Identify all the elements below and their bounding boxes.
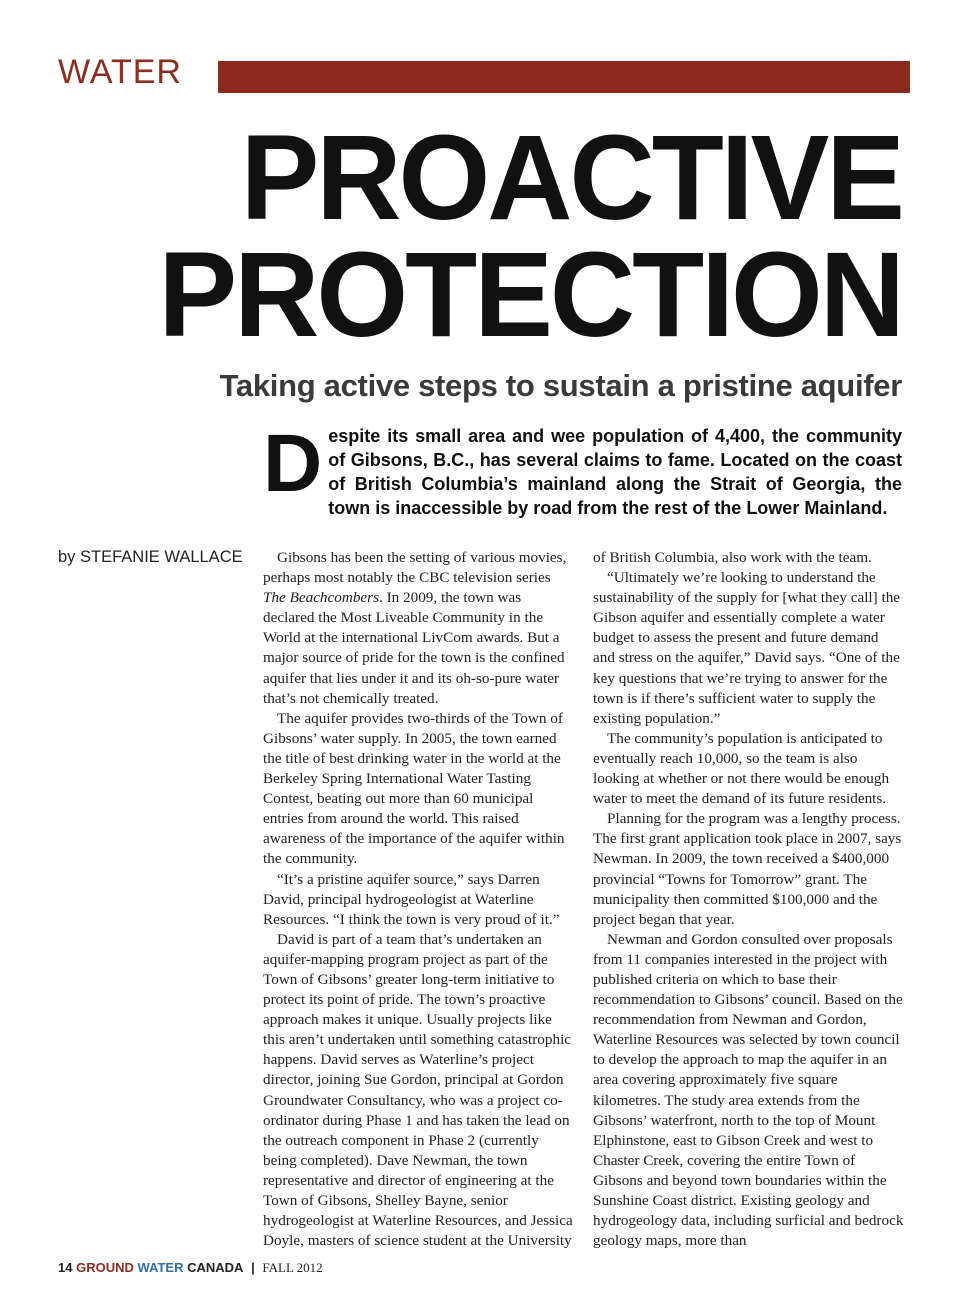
body-paragraph: of British Columbia, also work with the team. [593, 549, 872, 566]
body-paragraph: The community’s population is anticipated to eventually reach 10,000, so the team is also looking at whether or not there would be enough water to meet the demand of its future residents. [593, 729, 890, 808]
magazine-name-water: WATER [137, 1260, 184, 1275]
section-rule-bar [218, 61, 910, 93]
headline-line-2: PROTECTION [158, 227, 902, 363]
body-paragraph [263, 548, 574, 709]
body-column-1 [263, 548, 574, 1251]
drop-cap: D [263, 418, 323, 509]
headline-line-1: PROACTIVE [240, 110, 902, 246]
body-paragraph: David is part of a team that’s undertaken an aquifer-mapping program project as part of the Town of Gibsons’ greater long-term initiative to protect its point of pride. The town’s proactive approach makes it unique. Usually projects like this aren’t undertaken until something catastrophic happens. David serves as Waterline’s project director, joining Sue Gordon, principal at Gordon Groundwater Consultancy, who was a project co-ordinator during Phase 1 and has taken the lead on the outreach component in Phase 2 (currently being completed). Dave Newman, the town representative and director of engineering at the Town of Gibsons, Shelley Bayne, senior hydrogeologist at Waterline Resources, and Jessica Doyle, masters of science student at the University [263, 930, 573, 1250]
body-text: . In 2009, the town was declared the Most Liveable Community in the World at the international LivCom awards. But a major source of pride for the town is the confined aquifer that lies under it and its oh-so-pure water that’s not chemically treated. [263, 589, 565, 707]
magazine-name-ground: GROUND [76, 1260, 134, 1275]
body-paragraph: The aquifer provides two-thirds of the Town of Gibsons’ water supply. In 2005, the town earned the title of best drinking water in the world at the Berkeley Spring International Water Tasting Contest, beating out more than 60 municipal entries from around the world. This raised awareness of the importance of the aquifer within the community. [263, 709, 565, 868]
footer-separator: | [251, 1260, 255, 1275]
body-paragraph: “Ultimately we’re looking to understand the sustainability of the supply for [what they call] the Gibson aquifer and essentially complete a water budget to assess the present and future demand and stress on the aquifer,” David says. “One of the key questions that we’re trying to answer for the town is if there’s sufficient water to supply the existing population.” [593, 569, 901, 727]
page-number: 14 [58, 1260, 73, 1275]
show-title: The Beachcombers [263, 589, 379, 607]
body-paragraph: Planning for the program was a lengthy process. The first grant application took place in 2007, says Newman. In 2009, the town received a $400,000 provincial “Towns for Tomorrow” grant. The municipality then committed $100,000 and the project began that year. [593, 810, 902, 928]
byline: by STEFANIE WALLACE [58, 548, 243, 566]
body-paragraph: Newman and Gordon consulted over proposals from 11 companies interested in the project with published criteria on which to base their recommendation to Gibsons’ council. Based on the recommendation from Newman and Gordon, Waterline Resources was selected by town council to develop the approach to map the aquifer in an area covering approximately five square kilometres. The study area extends from the Gibsons’ waterfront, north to the top of Mount Elphinstone, east to Gibson Creek and west to Chaster Creek, covering the entire Town of Gibsons and beyond town boundaries within the Sunshine Coast district. Existing geology and hydrogeology data, including surficial and bedrock geology maps, more than [593, 930, 904, 1250]
body-column-2 [593, 548, 904, 1251]
lede-paragraph [263, 418, 902, 520]
issue-date: FALL 2012 [262, 1260, 323, 1275]
section-label: WATER [58, 53, 182, 91]
page-footer [58, 1260, 323, 1276]
lede-text: espite its small area and wee population of 4,400, the community of Gibsons, B.C., has several claims to fame. Located on the coast of British Columbia’s mainland along the Strait of Georgia, the town is inaccessible by road from the rest of the Lower Mainland. [328, 426, 902, 518]
body-text: Gibsons has been the setting of various movies, perhaps most notably the CBC television series [263, 549, 567, 587]
body-paragraph: “It’s a pristine aquifer source,” says Darren David, principal hydrogeologist at Waterline Resources. “I think the town is very proud of it.” [263, 870, 560, 928]
magazine-name-canada: CANADA [187, 1260, 244, 1275]
article-subtitle: Taking active steps to sustain a pristine aquifer [219, 368, 902, 403]
